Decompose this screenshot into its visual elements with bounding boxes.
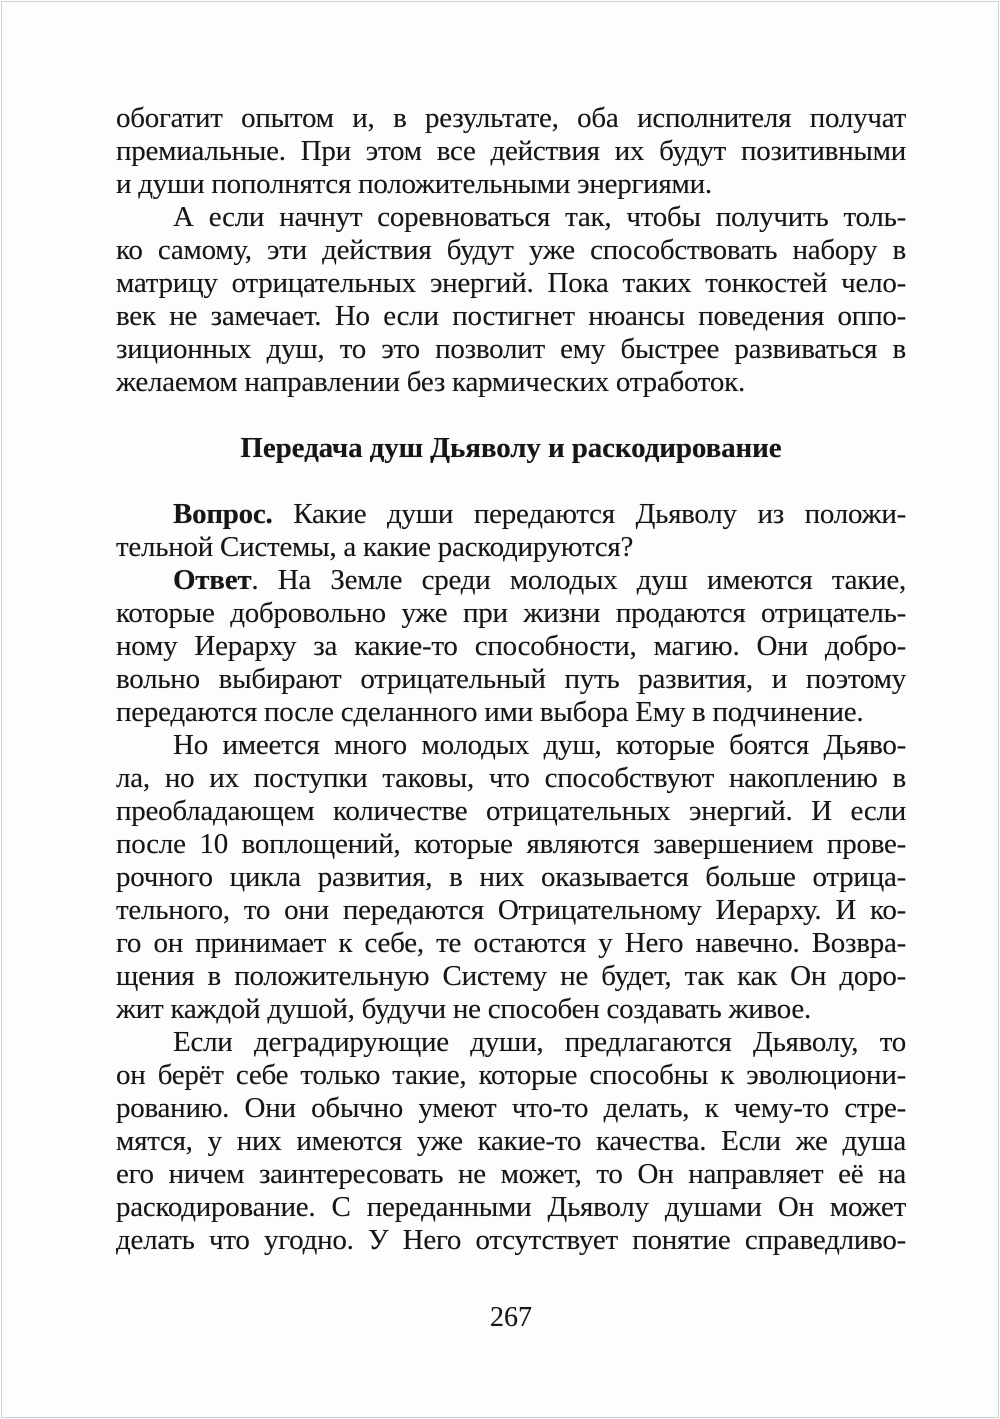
page-text-block (116, 102, 906, 1257)
bold-lead-word: Ответ (173, 564, 252, 596)
text-line: премиальные. При этом все действия их будут позитивными (116, 135, 906, 167)
text-line: го он принимает к себе, те остаются у Него навечно. Возвра- (116, 927, 906, 959)
bold-lead-word: Вопрос. (173, 498, 273, 530)
text-line: ному Иерарху за какие-то способности, магию. Они добро- (116, 630, 906, 662)
text-line: Вопрос. Какие души передаются Дьяволу из положи- (173, 498, 906, 530)
text-line: передаются после сделанного ими выбора Ему в подчинение. (116, 696, 864, 728)
text-line: делать что угодно. У Него отсутствует понятие справедливо- (116, 1224, 906, 1256)
text-line: его ничем заинтересовать не может, то Он направляет её на (116, 1158, 906, 1190)
text-line: жит каждой душой, будучи не способен создавать живое. (116, 993, 812, 1025)
text-line: матрицу отрицательных энергий. Пока таких тонкостей чело- (116, 267, 906, 299)
text-line: которые добровольно уже при жизни продаются отрицатель- (116, 597, 906, 629)
paragraph (116, 729, 906, 1026)
text-line: и души пополнятся положительными энергиями. (116, 168, 712, 200)
text-line: раскодирование. С переданными Дьяволу душами Он может (116, 1191, 906, 1223)
text-line: тельного, то они передаются Отрицательному Иерарху. И ко- (116, 894, 906, 926)
text-line: рочного цикла развития, в них оказывается больше отрица- (116, 861, 906, 893)
section-heading: Передача душ Дьяволу и раскодирование (240, 432, 782, 464)
text-line: ла, но их поступки таковы, что способствуют накоплению в (116, 762, 906, 794)
text-line: желаемом направлении без кармических отработок. (116, 366, 745, 398)
text-line: Если деградирующие души, предлагаются Дьяволу, то (173, 1026, 906, 1058)
text-line: после 10 воплощений, которые являются завершением прове- (116, 828, 906, 860)
text-line: рованию. Они обычно умеют что-то делать, к чему-то стре- (116, 1092, 906, 1124)
text-line: А если начнут соревноваться так, чтобы получить толь- (173, 201, 906, 233)
text-line: Но имеется много молодых душ, которые боятся Дьяво- (173, 729, 906, 761)
text-line: он берёт себе только такие, которые способны к эволюциони- (116, 1059, 906, 1091)
text-line: Ответ. На Земле среди молодых душ имеются такие, (173, 564, 906, 596)
paragraph (116, 498, 906, 564)
text-line: ко самому, эти действия будут уже способствовать набору в (116, 234, 906, 266)
text-line: зиционных душ, то это позволит ему быстрее развиваться в (116, 333, 906, 365)
paragraph (116, 201, 906, 399)
paragraph (116, 564, 906, 729)
paragraph (116, 102, 906, 201)
text-line: мятся, у них имеются уже какие-то качества. Если же душа (116, 1125, 906, 1157)
text-line: обогатит опытом и, в результате, оба исполнителя получат (116, 102, 906, 134)
text-line: преобладающем количестве отрицательных энергий. И если (116, 795, 906, 827)
text-line: вольно выбирают отрицательный путь развития, и поэтому (116, 663, 906, 695)
paragraph (116, 1026, 906, 1257)
text-line: век не замечает. Но если постигнет нюансы поведения оппо- (116, 300, 906, 332)
text-line: щения в положительную Систему не будет, так как Он доро- (116, 960, 906, 992)
page-canvas (1, 1, 999, 1418)
page-number: 267 (490, 1302, 532, 1333)
text-line: тельной Системы, а какие раскодируются? (116, 531, 634, 563)
